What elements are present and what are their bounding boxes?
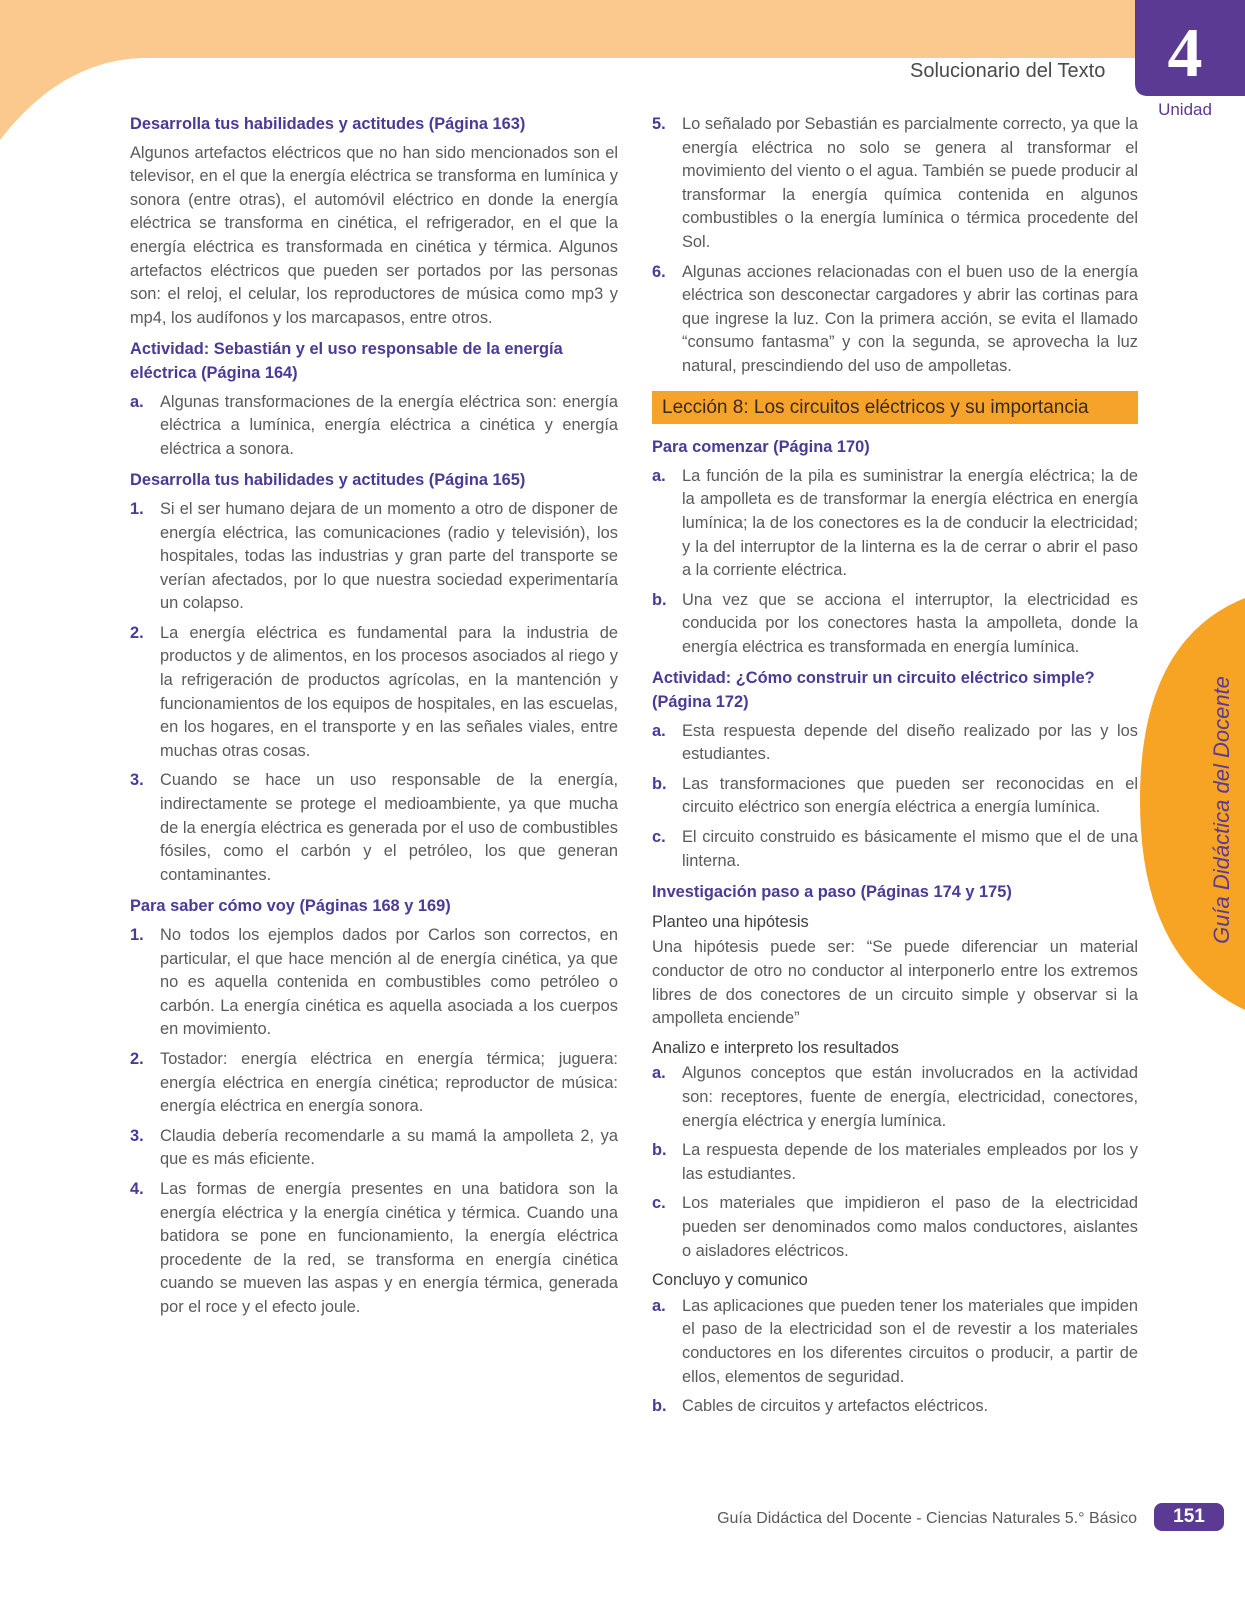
list-item [130,769,618,887]
list-item [130,1048,618,1119]
paragraph: Algunos artefactos eléctricos que no han sido mencionados son el televisor, en el que la energía eléctrica se transforma en lumínica y sonora (entre otras), el automóvil eléctrico en donde la energía eléctrica se transforma en cinética, el refrigerador, en el que la energía eléctrica es transformada en cinética y térmica. Algunos artefactos eléctricos que pueden ser portados por las personas son: el reloj, el celular, los reproductores de música como mp3 y mp4, los audífonos y los marcapasos, entre otros. [130,143,618,327]
header-title: Solucionario del Texto [910,60,1106,82]
list-marker: 6. [652,262,666,281]
page-number: 151 [1173,1506,1205,1527]
list-item [652,1192,1138,1263]
list-marker: 1. [130,926,144,944]
list-item-text: Los materiales que impidieron el paso de la electricidad pueden ser denominados como malos conductores, aislantes o aisladores eléctricos. [682,1194,1138,1260]
section-heading: Investigación paso a paso (Páginas 174 y 175) [652,883,1012,902]
list-item-text: Cables de circuitos y artefactos eléctricos. [682,1397,989,1416]
list-item-text: Una vez que se acciona el interruptor, la electricidad es conducida por los conectores hasta la ampolleta, donde la energía eléctrica es transformada en energía lumínica. [682,590,1138,656]
list-item [652,1295,1138,1389]
section-heading: Para comenzar (Página 170) [652,438,870,457]
section-heading: Desarrolla tus habilidades y actitudes (Página 165) [130,471,526,490]
list-item [130,924,618,1042]
list-marker: c. [652,1194,666,1213]
list-item-text: Las formas de energía presentes en una batidora son la energía eléctrica y la energía cinética y térmica. Cuando una batidora se pone en funcionamiento, la energía eléctrica procedente de la red, se transforma en energía cinética cuando se mueven las aspas y en energía térmica, generada por el roce y el efecto joule. [160,1179,618,1316]
list-item-text: La respuesta depende de los materiales empleados por los y las estudiantes. [682,1141,1138,1183]
list-marker: a. [130,392,144,411]
list-item [130,1178,618,1320]
list-item [652,1139,1138,1186]
list-item [652,465,1138,583]
lesson-banner: Lección 8: Los circuitos eléctricos y su importancia [652,391,1138,425]
list-marker: 3. [130,771,144,790]
list-marker: a. [652,466,666,485]
list-item-text: La energía eléctrica es fundamental para la industria de productos y de alimentos, en los procesos asociados al riego y la refrigeración de productos agrícolas, en la mantención y funcionamientos de los equipos de hospitales, en las escuelas, en los hogares, en el transporte y en las señales viales, entre muchas otras cosas. [160,623,618,760]
list-item [652,1062,1138,1133]
list-item-text: Lo señalado por Sebastián es parcialmente correcto, ya que la energía eléctrica no solo se genera al transformar el movimiento del viento o el agua. También se puede producir al transformar la energía química contenida en algunos combustibles o la energía lumínica o térmica procedente del Sol. [682,115,1138,251]
section-heading: Actividad: Sebastián y el uso responsable de la energía eléctrica (Página 164) [130,340,563,382]
list-item-text: Claudia debería recomendarle a su mamá la ampolleta 2, ya que es más eficiente. [160,1126,618,1169]
list-item-text: Las aplicaciones que pueden tener los materiales que impiden el paso de la electricidad son el de revestir a los materiales conductores en los diferentes circuitos o producir, a partir de ellos, elementos de seguridad. [682,1296,1138,1386]
list-item [130,498,618,616]
section-heading: Desarrolla tus habilidades y actitudes (Página 163) [130,115,526,133]
paragraph: Una hipótesis puede ser: “Se puede diferenciar un material conductor de otro no conductor al interponerlo entre los extremos libres de dos conectores de un circuito simple y observar si la ampolleta enciende” [652,938,1138,1028]
list-item [652,261,1138,379]
list-marker: b. [652,774,667,793]
list-item [652,826,1138,873]
list-item-text: Algunas transformaciones de la energía eléctrica son: energía eléctrica a lumínica, energía eléctrica a cinética y energía eléctrica a sonora. [160,392,618,458]
side-tab-label: Guía Didáctica del Docente [1209,676,1234,944]
list-marker: b. [652,1397,667,1416]
list-marker: 3. [130,1126,144,1145]
list-item-text: Si el ser humano dejara de un momento a otro de disponer de energía eléctrica, las comunicaciones (radio y televisión), los hospitales, todas las industrias y gran parte del transporte se verían afectados, por lo que nuestra sociedad experimentaría un colapso. [160,499,618,613]
list-item [652,773,1138,820]
list-marker: 2. [130,1049,144,1068]
unit-label: Unidad [1158,100,1212,119]
list-item-text: No todos los ejemplos dados por Carlos son correctos, en particular, el que hace mención al de energía cinética, ya que no es aquella contenida en combustibles como petróleo o carbón. La energía cinética es aquella asociada a los cuerpos en movimiento. [160,926,618,1039]
list-marker: 4. [130,1179,144,1198]
list-item [652,720,1138,767]
list-marker: c. [652,828,666,847]
list-item-text: Cuando se hace un uso responsable de la energía, indirectamente se protege el medioambiente, ya que mucha de la energía eléctrica es generada por el uso de combustibles fósiles, como el carbón y el petróleo, los que generan contaminantes. [160,771,618,884]
list-item-text: Algunos conceptos que están involucrados en la actividad son: receptores, fuente de energía, electricidad, conectores, energía eléctrica y energía lumínica. [682,1064,1138,1130]
list-item-text: Algunas acciones relacionadas con el buen uso de la energía eléctrica son desconectar cargadores y abrir las cortinas para que ingrese la luz. Con la primera acción, se evita el llamado “consumo fantasma” y con la segunda, se aprovecha la luz natural, prescindiendo del uso de ampolletas. [682,262,1138,375]
list-item-text: Las transformaciones que pueden ser reconocidas en el circuito eléctrico son energía eléctrica a energía lumínica. [682,774,1138,817]
list-item [652,113,1138,255]
section-heading: Para saber cómo voy (Páginas 168 y 169) [130,897,451,916]
list-marker: a. [652,1064,666,1083]
section-heading: Actividad: ¿Cómo construir un circuito eléctrico simple? (Página 172) [652,669,1095,712]
list-marker: b. [652,590,667,609]
list-item-text: Esta respuesta depende del diseño realizado por las y los estudiantes. [682,721,1138,764]
subheading: Analizo e interpreto los resultados [652,1038,899,1057]
list-item [130,391,618,462]
list-marker: a. [652,1296,666,1315]
right-column [652,113,1138,1425]
list-item-text: El circuito construido es básicamente el mismo que el de una linterna. [682,828,1138,870]
list-marker: a. [652,721,666,740]
list-marker: 1. [130,499,144,518]
list-item [652,589,1138,660]
list-item [652,1395,1138,1419]
unit-number: 4 [1167,15,1203,92]
list-marker: b. [652,1141,667,1160]
list-item [130,622,618,764]
list-marker: 5. [652,115,666,133]
list-marker: 2. [130,623,144,642]
footer-text: Guía Didáctica del Docente - Ciencias Naturales 5.° Básico [717,1510,1137,1527]
subheading: Concluyo y comunico [652,1271,808,1290]
list-item-text: Tostador: energía eléctrica en energía térmica; juguera: energía eléctrica en energía cinética; reproductor de música: energía eléctrica en energía sonora. [160,1049,618,1116]
list-item-text: La función de la pila es suministrar la energía eléctrica; la de la ampolleta es de transformar la energía eléctrica en energía lumínica; la de los conectores es la de conducir la electricidad; y la del interruptor de la linterna es la de cerrar o abrir el paso a la corriente eléctrica. [682,466,1138,580]
list-item [130,1125,618,1172]
left-column [130,113,618,1326]
subheading: Planteo una hipótesis [652,912,809,931]
